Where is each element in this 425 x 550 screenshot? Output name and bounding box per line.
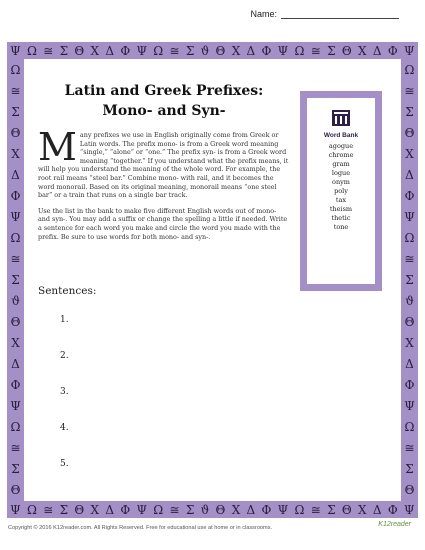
border-symbol: Χ — [11, 146, 20, 161]
name-label: Name: — [250, 9, 277, 19]
border-symbol: Δ — [405, 357, 414, 372]
border-symbol: Σ — [405, 104, 414, 119]
border-symbol: Χ — [358, 502, 367, 517]
border-symbol: Θ — [404, 125, 415, 140]
border-symbol: Θ — [404, 483, 415, 498]
border-symbol: Σ — [405, 462, 414, 477]
border-symbol: Χ — [405, 146, 414, 161]
border-symbol: Σ — [405, 272, 414, 287]
word-bank-panel — [307, 98, 375, 284]
title-line-1: Latin and Greek Prefixes: — [64, 83, 264, 99]
border-symbol: Ψ — [403, 502, 415, 517]
border-symbol: Χ — [90, 43, 100, 58]
directions-paragraph: Use the list in the bank to make five different English words out of mono- and syn-. You may add a suffix or change the spelling a little if needed. Write a sentence for each word you make and circle the word you made with the prefix. Be sure to use words for both mono- and syn-. — [38, 206, 288, 241]
border-top — [7, 42, 418, 59]
border-symbol: Ψ — [10, 209, 21, 224]
border-right — [401, 59, 418, 501]
border-symbol: Θ — [10, 315, 21, 330]
intro-paragraph: any prefixes we use in English originally come from Greek or Latin words. The prefix mono- is from a Greek word meaning “single,” “alone” or “one.” The prefix syn- is from a Greek word meaning “together.” If you understand what the prefix means, it will help you understand the meaning of the whole word. For example, the root rail means “steel bar.” Combine mono- with rail, and it becomes the word monorail. Based on its original meaning, monorail means “one steel bar” or a train that runs on a single bar track. — [38, 131, 289, 200]
sentences-heading: Sentences: — [38, 285, 97, 297]
border-symbol: ≅ — [404, 83, 415, 98]
border-symbol: Φ — [261, 502, 272, 517]
border-symbol: Ω — [26, 43, 37, 58]
worksheet-content — [24, 59, 401, 501]
border-symbol: Φ — [387, 502, 398, 517]
border-symbol: Φ — [10, 188, 21, 203]
word-bank-item: poly — [334, 187, 348, 195]
name-line[interactable] — [281, 10, 399, 19]
name-field — [250, 9, 399, 19]
bank-building-icon — [332, 110, 350, 126]
border-symbol: Ψ — [10, 43, 21, 58]
border-symbol: Χ — [405, 336, 414, 351]
border-symbol: ≅ — [404, 441, 415, 456]
border-symbol: Ψ — [136, 502, 147, 517]
border-bottom — [7, 501, 418, 518]
sentence-2[interactable]: 2. — [60, 351, 69, 361]
border-symbol: ≅ — [43, 43, 54, 58]
border-symbol: Δ — [105, 43, 115, 58]
border-symbol: Σ — [185, 43, 195, 58]
border-symbol: Σ — [327, 43, 336, 58]
border-symbol: Φ — [387, 43, 398, 58]
border-symbol: Ω — [294, 502, 305, 517]
border-symbol: Ω — [404, 230, 415, 245]
word-bank-item: tone — [333, 223, 349, 231]
sentence-1[interactable]: 1. — [60, 315, 69, 325]
border-symbol: Θ — [404, 315, 415, 330]
border-symbol: Θ — [215, 43, 226, 58]
border-symbol: Θ — [341, 502, 352, 517]
border-symbol: Ψ — [10, 502, 21, 517]
border-symbol: ϑ — [200, 43, 210, 58]
border-symbol: Σ — [59, 502, 69, 517]
word-bank-item: thetic — [331, 214, 351, 222]
border-symbol: Χ — [231, 502, 241, 517]
word-bank-item: onym — [332, 178, 350, 186]
sentence-5[interactable]: 5. — [60, 459, 69, 469]
border-symbol: Θ — [74, 502, 85, 517]
border-symbol: Ψ — [136, 43, 147, 58]
border-symbol: Σ — [185, 502, 195, 517]
word-bank — [300, 91, 382, 291]
border-symbol: Ω — [153, 502, 164, 517]
border-symbol: Ψ — [403, 43, 415, 58]
border-symbol: Θ — [10, 483, 21, 498]
worksheet-title — [50, 81, 278, 121]
border-symbol: Ψ — [10, 399, 21, 414]
border-symbol: Σ — [59, 43, 69, 58]
border-symbol: Ω — [404, 420, 415, 435]
k12reader-logo: K12reader — [378, 521, 411, 528]
border-symbol: Δ — [11, 167, 20, 182]
border-symbol: Σ — [11, 462, 20, 477]
border-symbol: Ψ — [277, 43, 289, 58]
border-symbol: ϑ — [200, 502, 210, 517]
border-symbol: Ψ — [404, 399, 415, 414]
border-symbol: Θ — [10, 125, 21, 140]
border-symbol: Χ — [11, 336, 20, 351]
border-symbol: ϑ — [405, 294, 414, 309]
border-symbol: Σ — [11, 272, 20, 287]
border-symbol: ≅ — [169, 43, 180, 58]
title-line-2: Mono- and Syn- — [102, 103, 226, 119]
border-symbol: Φ — [404, 378, 415, 393]
sentence-4[interactable]: 4. — [60, 423, 69, 433]
border-symbol: Θ — [74, 43, 85, 58]
border-symbol: Θ — [215, 502, 226, 517]
border-symbol: Ω — [153, 43, 164, 58]
border-symbol: Δ — [372, 502, 382, 517]
word-bank-item: logue — [331, 169, 351, 177]
border-symbol: Φ — [120, 43, 131, 58]
border-symbol: Χ — [90, 502, 100, 517]
word-bank-item: gram — [332, 160, 350, 168]
border-symbol: Δ — [246, 502, 256, 517]
border-symbol: ≅ — [310, 43, 321, 58]
border-symbol: Ω — [26, 502, 37, 517]
border-symbol: Θ — [341, 43, 352, 58]
border-symbol: ϑ — [11, 294, 20, 309]
border-symbol: Ω — [10, 230, 21, 245]
border-symbol: ≅ — [404, 251, 415, 266]
border-symbol: Ω — [10, 62, 21, 77]
border-symbol: Δ — [11, 357, 20, 372]
border-symbol: Σ — [11, 104, 20, 119]
word-bank-item: tax — [335, 196, 347, 204]
worksheet-frame — [7, 42, 418, 518]
word-bank-item: theism — [329, 205, 353, 213]
border-symbol: Χ — [231, 43, 241, 58]
border-symbol: Δ — [246, 43, 256, 58]
border-symbol: ≅ — [310, 502, 321, 517]
border-symbol: ≅ — [10, 251, 21, 266]
border-symbol: Φ — [120, 502, 131, 517]
border-symbol: Ψ — [277, 502, 289, 517]
copyright-footer: Copyright © 2016 K12reader.com. All Rights Reserved. Free for educational use at home or in classrooms. — [8, 525, 273, 531]
border-symbol: Φ — [261, 43, 272, 58]
border-left — [7, 59, 24, 501]
border-symbol: Χ — [358, 43, 367, 58]
border-symbol: Ω — [294, 43, 305, 58]
border-symbol: Ω — [10, 420, 21, 435]
border-symbol: ≅ — [10, 441, 21, 456]
border-symbol: Δ — [372, 43, 382, 58]
border-symbol: ≅ — [169, 502, 180, 517]
border-symbol: ≅ — [43, 502, 54, 517]
border-symbol: ≅ — [10, 83, 21, 98]
border-symbol: Φ — [10, 378, 21, 393]
border-symbol: Δ — [105, 502, 115, 517]
border-symbol: Φ — [404, 188, 415, 203]
border-symbol: Ω — [404, 62, 415, 77]
instructions — [38, 125, 289, 241]
border-symbol: Δ — [405, 167, 414, 182]
word-bank-item: chrome — [328, 151, 354, 159]
border-symbol: Ψ — [404, 209, 415, 224]
word-bank-title: Word Bank — [323, 132, 359, 139]
border-symbol: Σ — [327, 502, 336, 517]
word-bank-item: agogue — [328, 142, 354, 150]
word-bank-list — [307, 142, 375, 232]
sentence-3[interactable]: 3. — [60, 387, 69, 397]
drop-cap: M — [38, 125, 77, 169]
